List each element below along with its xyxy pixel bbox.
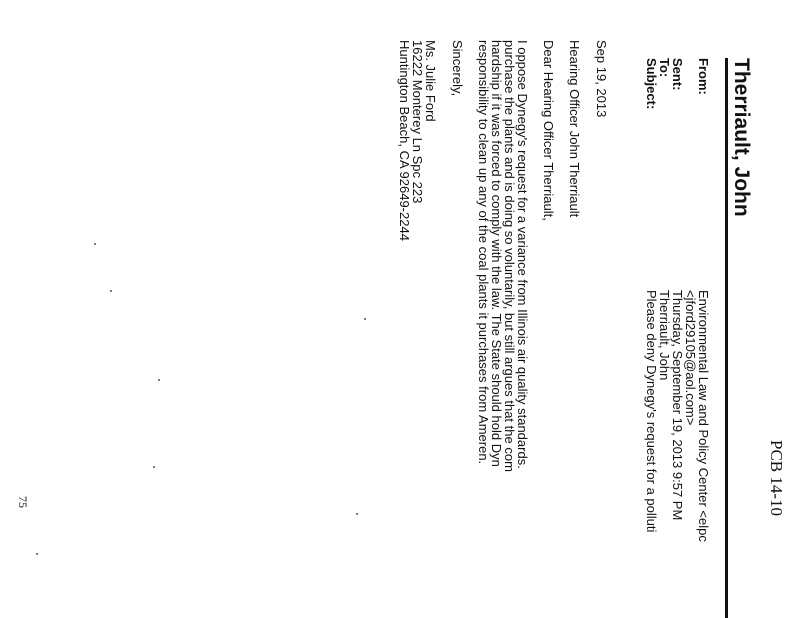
- scan-speck: [110, 290, 112, 292]
- body-line: hardship if it was forced to comply with the law. The State should hold Dyn: [489, 40, 504, 467]
- signature-name: Ms. Julie Ford: [423, 40, 438, 122]
- letter-recipient: Hearing Officer John Therriault: [567, 40, 582, 218]
- subject-value: Please deny Dynegy's request for a polluti: [644, 290, 659, 533]
- scan-speck: [356, 513, 358, 515]
- from-label: From:: [696, 58, 711, 95]
- sent-label: Sent:: [670, 58, 685, 91]
- scan-speck: [158, 379, 160, 381]
- scan-speck: [36, 553, 38, 555]
- scan-speck: [364, 318, 366, 320]
- subject-label: Subject:: [644, 58, 659, 110]
- body-line: I oppose Dynegy's request for a variance from Illinois air quality standards.: [515, 40, 530, 469]
- signature-city: Huntington Beach, CA 92649-2244: [397, 40, 412, 241]
- scan-speck: [153, 466, 155, 468]
- letter-salutation: Dear Hearing Officer Therriault,: [541, 40, 556, 221]
- body-line: purchase the plants and is doing so voluntarily, but still argues that the com: [502, 40, 517, 472]
- document-id: PCB 14-10: [767, 440, 786, 517]
- from-email: <jford29105@aol.com>: [683, 290, 698, 426]
- body-line: responsibility to clean up any of the coal plants it purchases from Ameren.: [476, 40, 491, 465]
- sent-value: Thursday, September 19, 2013 9:57 PM: [670, 290, 685, 521]
- scan-speck: [94, 243, 96, 245]
- letter-closing: Sincerely,: [450, 40, 465, 97]
- page-number: 75: [16, 496, 30, 508]
- sender-name: Therriault, John: [730, 58, 753, 217]
- letter-date: Sep 19, 2013: [594, 40, 609, 118]
- to-value: Therriault, John: [657, 290, 672, 381]
- header-rule: [725, 58, 728, 618]
- signature-street: 16222 Monterey Ln Spc 223: [410, 40, 425, 204]
- from-value: Environmental Law and Policy Center <elpc: [696, 290, 711, 542]
- to-label: To:: [657, 58, 672, 78]
